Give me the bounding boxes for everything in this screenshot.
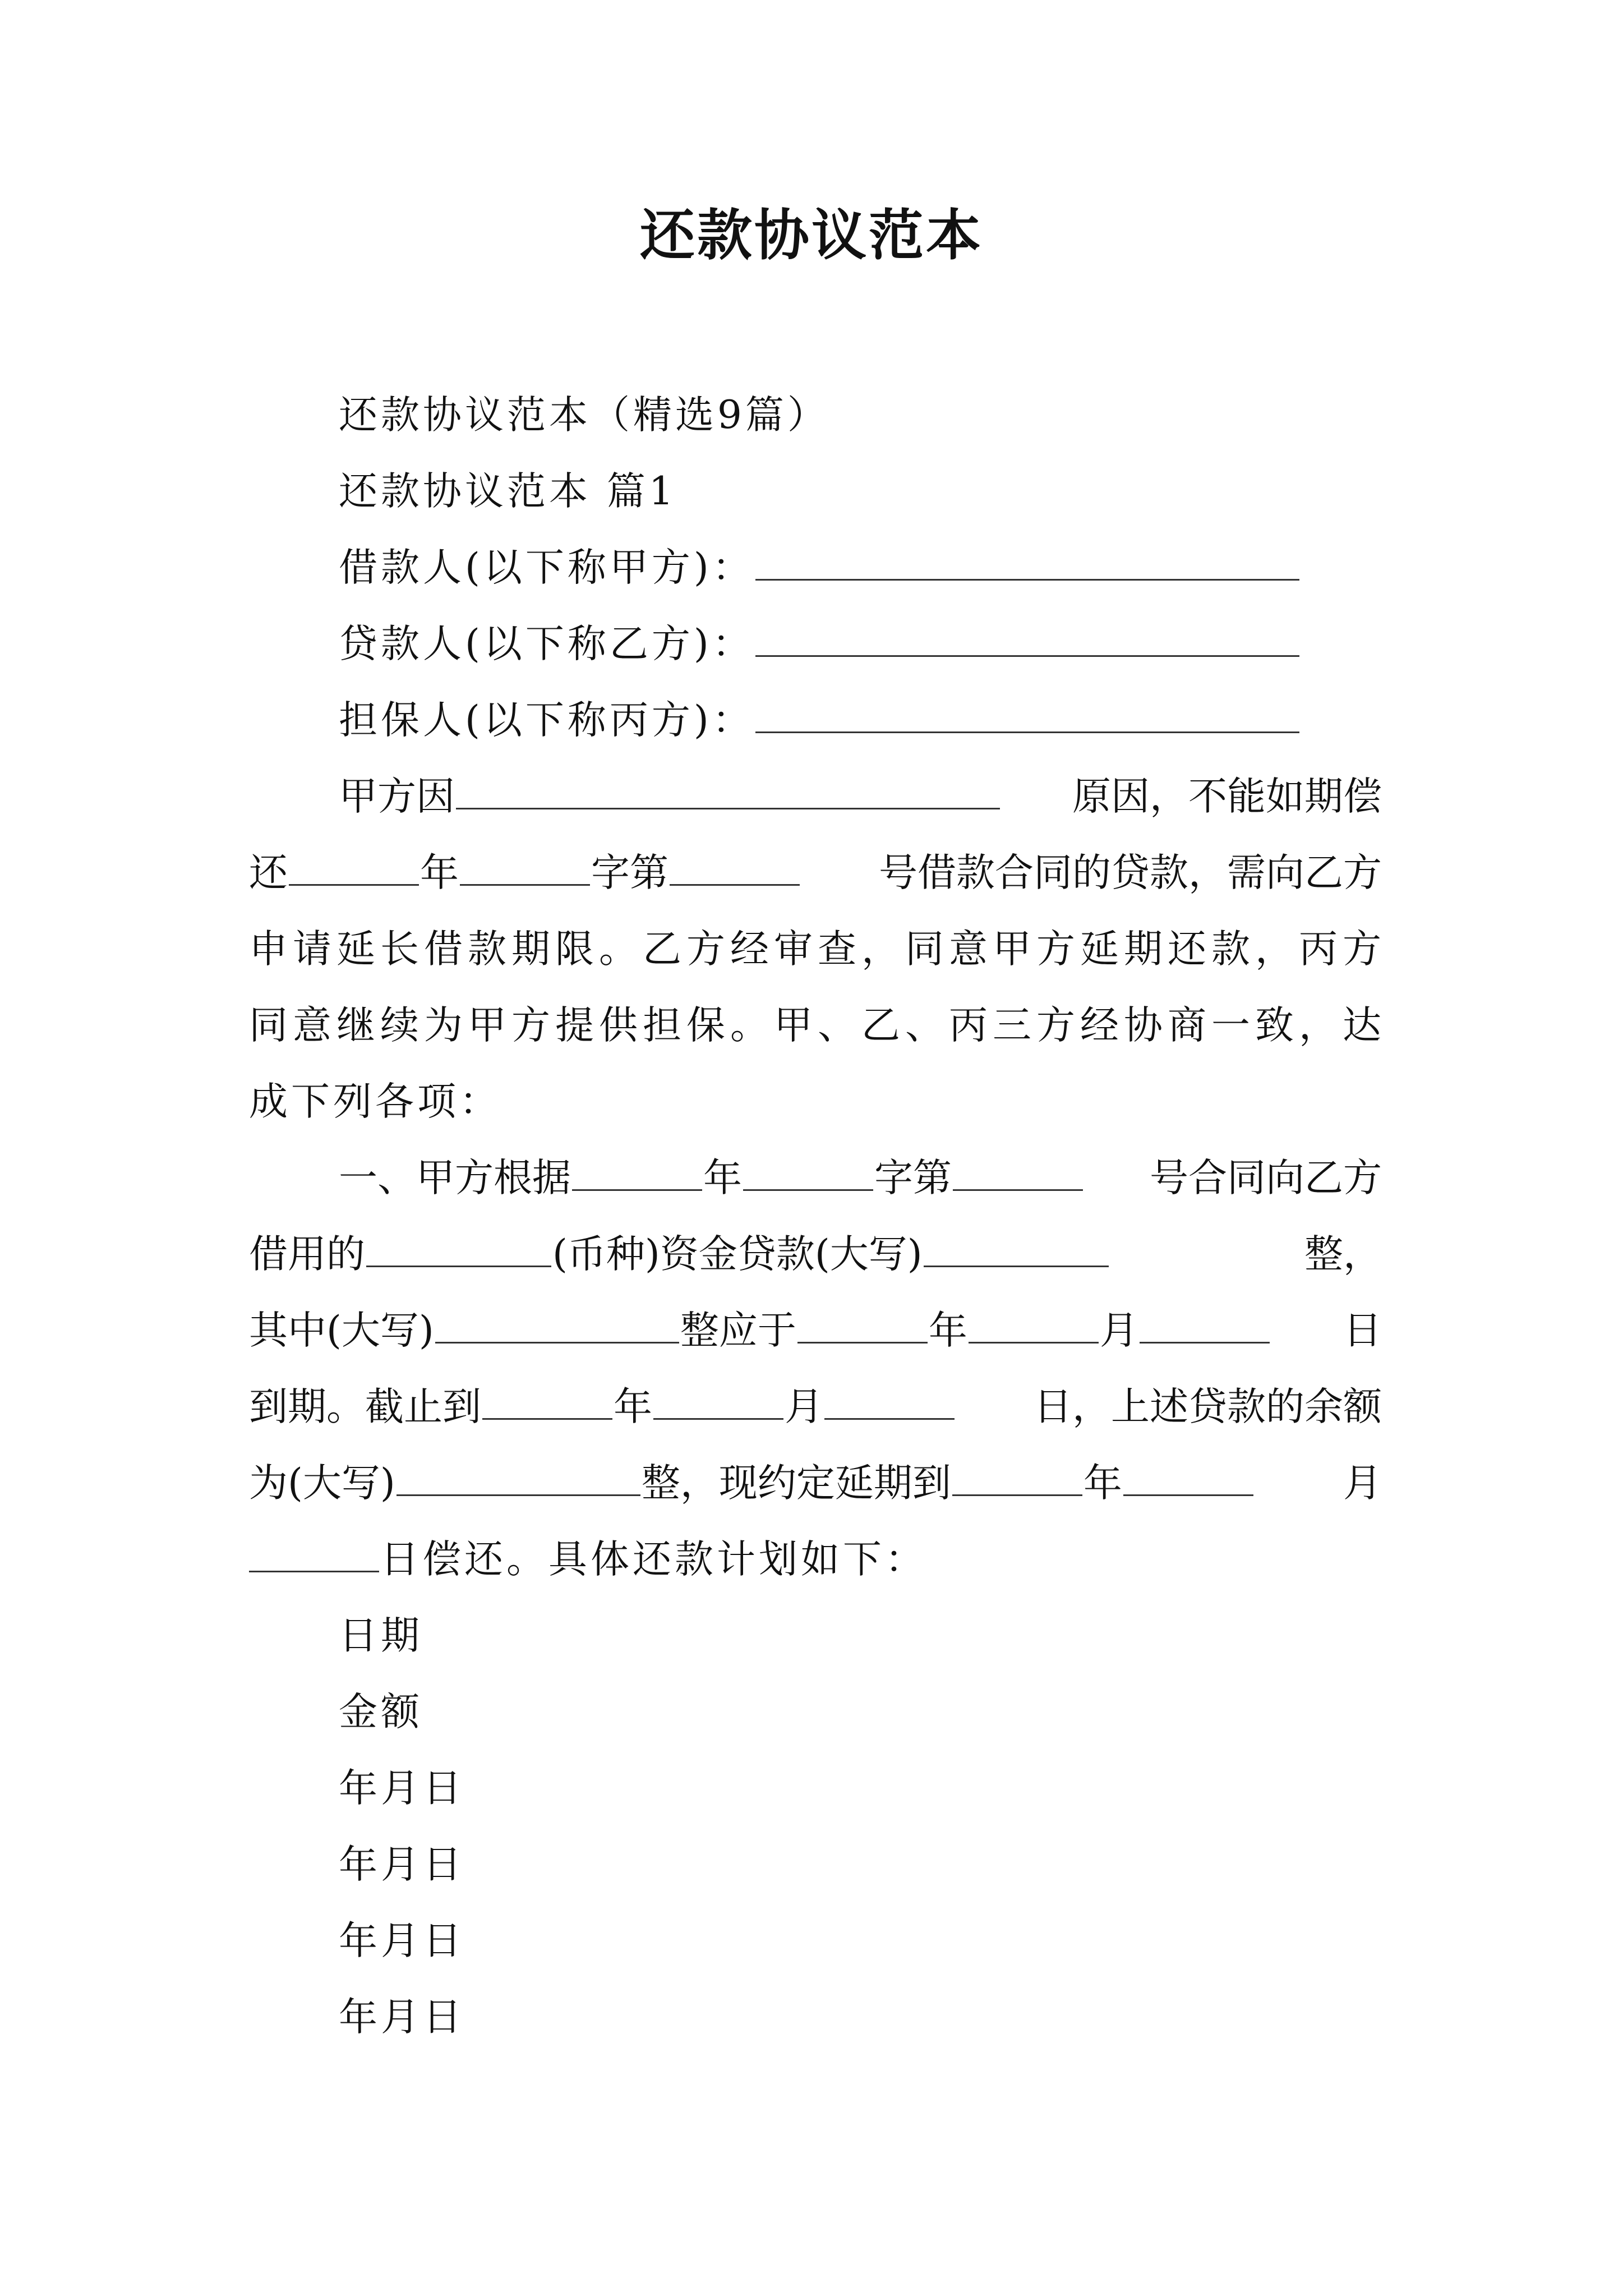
borrower-blank: [755, 544, 1299, 581]
para2-text: 其中(大写): [249, 1308, 434, 1353]
currency-blank: [366, 1231, 551, 1267]
para2-text: 整，现约定延期到: [641, 1461, 951, 1506]
para2-line6: [249, 1531, 1382, 1588]
para1-line2: [249, 845, 1382, 901]
schedule-row: 年月日: [339, 1995, 465, 2040]
para2-text: 到期。截止到: [249, 1384, 481, 1429]
para2-text: 月: [1343, 1461, 1382, 1506]
number-blank: [670, 849, 800, 886]
para2-text: 年: [614, 1384, 652, 1429]
day-blank: [824, 1383, 955, 1420]
day-blank: [249, 1536, 379, 1572]
para2-text: 年: [1083, 1461, 1122, 1506]
para1-line5: 成下列各项：: [249, 1079, 501, 1124]
day-blank: [1140, 1307, 1270, 1343]
para1-text: 号借款合同的贷款，需向乙方: [879, 850, 1382, 895]
amount-blank: [396, 1460, 640, 1496]
para2-text: 号合同向乙方: [1150, 1156, 1382, 1200]
schedule-row: 年月日: [339, 1842, 465, 1887]
para2-text: 整，: [1304, 1232, 1382, 1277]
guarantor-label: 担保人(以下称丙方)：: [339, 698, 754, 743]
para1-line1: [339, 769, 1382, 825]
para2-text: 字第: [874, 1156, 952, 1200]
para1-text: 年: [420, 850, 459, 895]
guarantor-field: [339, 692, 1301, 748]
chapter-heading: 还款协议范本 篇1: [339, 469, 677, 514]
para1-text: 甲方因: [339, 774, 455, 819]
amount-blank: [435, 1307, 679, 1343]
code-blank: [460, 849, 590, 886]
code-blank: [743, 1154, 873, 1191]
schedule-amount-header: 金额: [339, 1690, 423, 1734]
para2-text: 为(大写): [249, 1461, 395, 1506]
para1-text: 原因，不能如期偿: [1072, 774, 1382, 819]
borrower-field: [339, 540, 1301, 596]
para2-text: 借用的: [249, 1232, 365, 1277]
para2-text: 年: [928, 1308, 967, 1353]
para1-text: 还: [249, 850, 288, 895]
para2-text: 日: [1343, 1308, 1382, 1353]
para2-line4: [249, 1379, 1382, 1435]
para2-text: 一、甲方根据: [339, 1156, 571, 1200]
year-blank: [482, 1383, 612, 1420]
month-blank: [1123, 1460, 1253, 1496]
para2-text: 月: [785, 1384, 823, 1429]
lender-field: [339, 616, 1301, 672]
lender-blank: [755, 620, 1299, 657]
para1-text: 字第: [591, 850, 668, 895]
document-title: 还款协议范本: [639, 203, 983, 268]
para1-line4: 同意继续为甲方提供担保。甲、乙、丙三方经协商一致，达: [249, 1003, 1386, 1048]
para2-text: 年: [703, 1156, 742, 1200]
schedule-date-header: 日期: [339, 1613, 423, 1658]
guarantor-blank: [755, 697, 1299, 733]
amount-blank: [924, 1231, 1109, 1267]
year-blank: [952, 1460, 1082, 1496]
borrower-label: 借款人(以下称甲方)：: [339, 545, 754, 590]
subtitle: 还款协议范本（精选9篇）: [339, 393, 829, 438]
month-blank: [969, 1307, 1099, 1343]
schedule-row: 年月日: [339, 1766, 465, 1811]
month-blank: [653, 1383, 783, 1420]
number-blank: [953, 1154, 1083, 1191]
year-blank: [289, 849, 419, 886]
para2-line3: [249, 1303, 1382, 1359]
para1-line3: 申请延长借款期限。乙方经审查，同意甲方延期还款，丙方: [249, 927, 1386, 972]
para2-text: 日，上述贷款的余额: [1034, 1384, 1382, 1429]
year-blank: [572, 1154, 702, 1191]
para2-text: (币种)资金贷款(大写): [552, 1232, 923, 1277]
para2-text: 整应于: [680, 1308, 796, 1353]
reason-blank: [456, 773, 1000, 809]
lender-label: 贷款人(以下称乙方)：: [339, 622, 754, 666]
para2-line1: [339, 1150, 1382, 1206]
year-blank: [797, 1307, 928, 1343]
para2-text: 日偿还。具体还款计划如下：: [380, 1537, 927, 1582]
para2-text: 月: [1099, 1308, 1138, 1353]
schedule-row: 年月日: [339, 1918, 465, 1963]
para2-line5: [249, 1455, 1382, 1511]
para2-line2: [249, 1226, 1382, 1282]
